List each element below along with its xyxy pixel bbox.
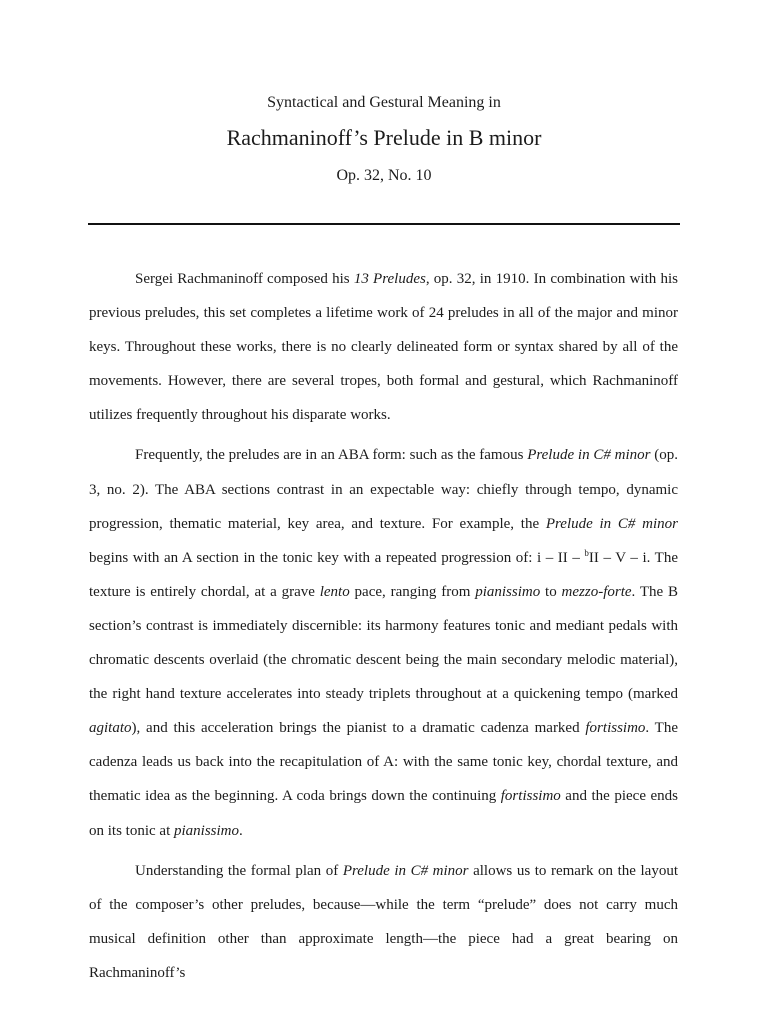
title-divider — [88, 223, 680, 225]
opus-number: Op. 32, No. 10 — [336, 167, 432, 184]
dynamic-marking: pianissimo — [174, 822, 240, 839]
tempo-marking: lento — [319, 583, 350, 600]
paragraph-3: Understanding the formal plan of Prelude in C# minor allows us to remark on the layout of the composer’s other preludes, because—while the term “prelude” does not carry much musical definition other than approximate length—the piece had a great bearing on Rachmaninoff’s — [89, 862, 678, 981]
work-title: Prelude in C# minor — [545, 515, 679, 532]
paragraph-1: Sergei Rachmaninoff composed his 13 Preludes, op. 32, in 1910. In combination with his previous preludes, this set completes a lifetime work of 24 preludes in all of the major and minor keys. Throughout these works, there is no clearly delineated form or syntax shared by all of the movements. However, there are several tropes, both formal and gestural, which Rachmaninoff utilizes frequently throughout his disparate works. — [89, 271, 678, 424]
flat-sign: b — [584, 547, 589, 558]
dynamic-marking: pianissimo — [475, 583, 541, 600]
dynamic-marking: mezzo-forte — [561, 583, 632, 600]
document-title: Rachmaninoff’s Prelude in B minor — [226, 125, 542, 150]
dynamic-marking: fortissimo — [585, 720, 646, 737]
work-title: Prelude in C# minor — [342, 862, 469, 879]
document-subtitle: Syntactical and Gestural Meaning in — [267, 94, 501, 111]
work-title: 13 Preludes — [353, 271, 426, 287]
work-title: Prelude in C# minor — [527, 447, 651, 464]
body-text — [89, 262, 678, 990]
dynamic-marking: fortissimo — [500, 788, 561, 805]
paragraph-2: Frequently, the preludes are in an ABA form: such as the famous Prelude in C# minor (op. 3, no. 2). The ABA sections contrast in an expectable way: chiefly through tempo, dynamic progression, thematic material, key area, and texture. For example, the Prelude in C# minor begins with an A section in the tonic key with a repeated progression of: i – II – $^b$II – V – i. The texture is entirely chordal, at a grave lento pace, ranging from pianissimo to mezzo-forte. The B section’s contrast is immediately discernible: its harmony features tonic and mediant pedals with chromatic descents overlaid (the chromatic descent being the main secondary melodic material), the right hand texture accelerates into steady triplets throughout at a quickening tempo (marked agitato), and this acceleration brings the pianist to a dramatic cadenza marked fortissimo. The cadenza leads us back into the recapitulation of A: with the same tonic key, chordal texture, and thematic idea as the beginning. A coda brings down the continuing fortissimo and the piece ends on its tonic at pianissimo. — [89, 447, 679, 839]
tempo-marking: agitato — [89, 720, 132, 737]
